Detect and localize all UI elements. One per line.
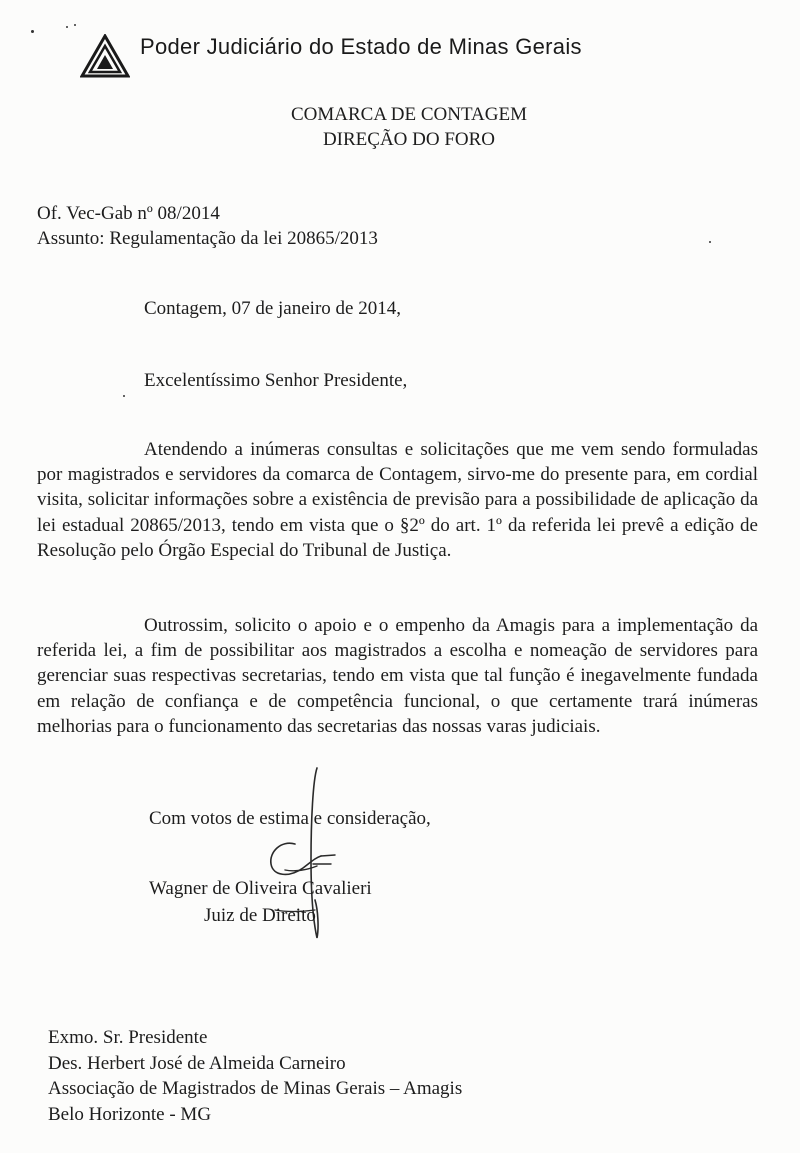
scan-speck [31,30,34,33]
body-paragraph: Outrossim, solicito o apoio e o empenho da Amagis para a implementação da referida lei, a fim de possibilitar aos magistrados a escolha e nomeação de servidores para gerenciar suas respectivas secretarias, tendo em vista que tal função é inegavelmente fundada em relação de confiança e de competência funcional, o que certamente trará inúmeras melhorias para o funcionamento das secretarias das nossas varas judiciais. [37,615,758,737]
institution-title: Poder Judiciário do Estado de Minas Gerais [140,34,582,59]
addressee-title: Exmo. Sr. Presidente [48,1027,208,1048]
addressee-city: Belo Horizonte - MG [48,1103,212,1125]
comarca-heading [0,102,800,152]
closing-line: Com votos de estima e consideração, [149,808,431,829]
foro-direction: DIREÇÃO DO FORO [322,129,496,150]
signer-name: Wagner de Oliveira Cavalieri [149,878,372,899]
date-line: Contagem, 07 de janeiro de 2014, [144,298,401,319]
office-number: Of. Vec-Gab nº 08/2014 [37,203,220,224]
triangle-logo-icon [80,34,130,78]
addressee-block [48,1025,748,1127]
addressee-organization: Associação de Magistrados de Minas Gerais – Amagis [48,1078,463,1099]
scan-speck [66,26,68,28]
letter-reference [37,201,737,251]
subject-line: Assunto: Regulamentação da lei 20865/2013 [37,228,378,249]
scan-speck [74,24,76,26]
body-paragraph: Atendendo a inúmeras consultas e solicitações que me vem sendo formuladas por magistrados e servidores da comarca de Contagem, sirvo-me do presente para, em cordial visita, solicitar informações sobre a existência de previsão para a possibilidade de aplicação da lei estadual 20865/2013, tendo em vista que o §2º do art. 1º da referida lei prevê a edição de Resolução pelo Órgão Especial do Tribunal de Justiça. [37,439,758,561]
salutation: Excelentíssimo Senhor Presidente, [144,370,408,391]
signer-role: Juiz de Direito [204,905,316,926]
comarca-name: COMARCA DE CONTAGEM [291,104,527,125]
addressee-name: Des. Herbert José de Almeida Carneiro [48,1052,346,1074]
scan-speck [123,395,125,397]
